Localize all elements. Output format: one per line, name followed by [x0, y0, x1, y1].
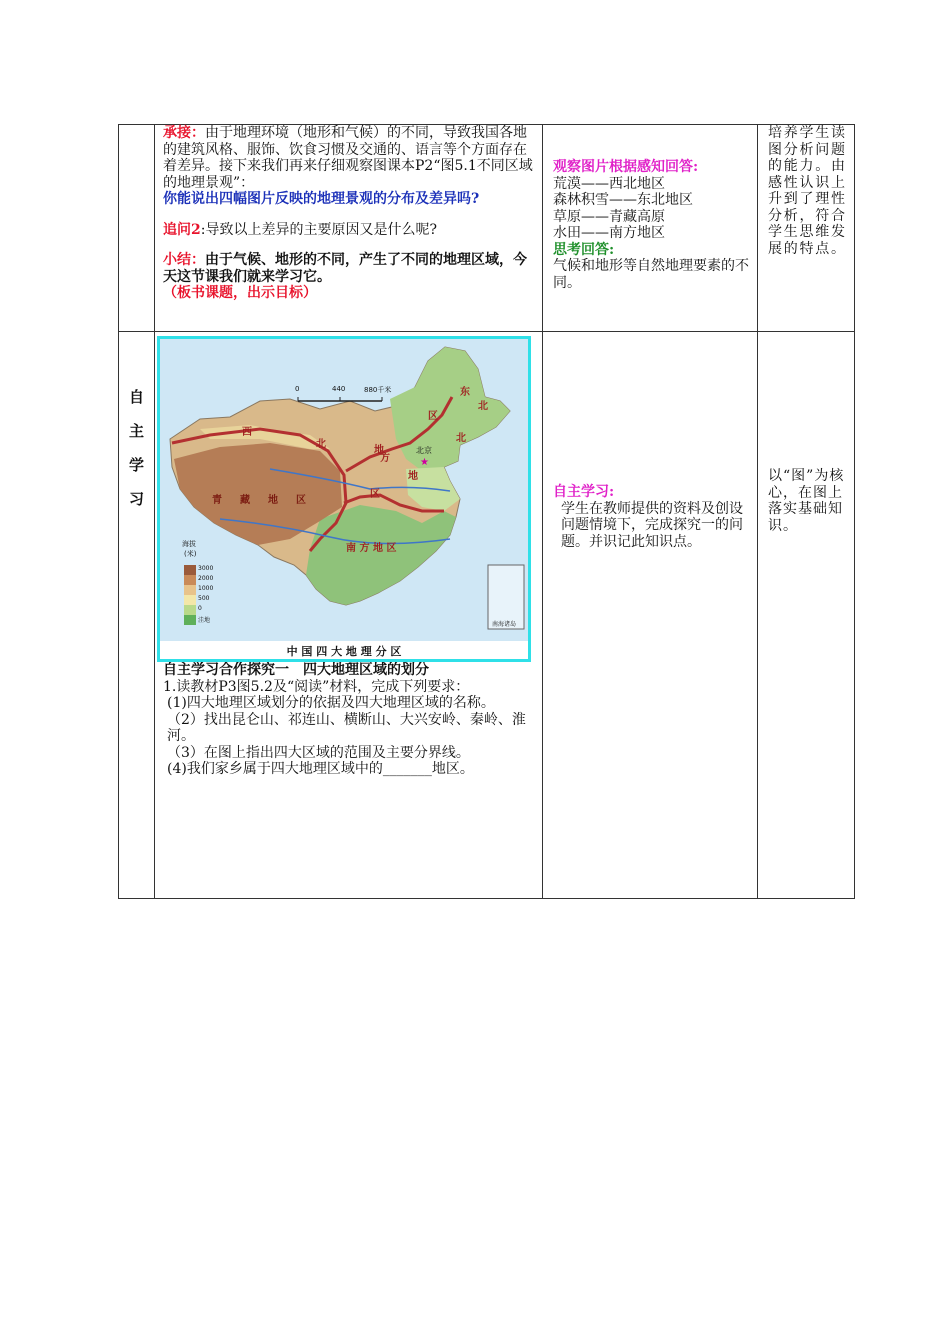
legend-level: 3000: [198, 565, 214, 572]
answer-item: 荒漠——西北地区: [553, 175, 665, 192]
south-sea-label: 南海诸岛: [492, 621, 517, 628]
inquiry-heading: 自主学习合作探究一 四大地理区域的划分: [163, 662, 429, 678]
region-label-northeast: 北: [478, 401, 488, 412]
region-label-qinghai-tibet: 区: [296, 495, 306, 506]
row2-intent-cell: [758, 332, 855, 899]
legend-unit: (米): [184, 550, 197, 558]
think-text: 气候和地形等自然地理要素的不同。: [553, 258, 749, 291]
scale-tick: 880千米: [364, 386, 392, 394]
answer-item: 水田——南方地区: [553, 225, 665, 241]
legend-level: 1000: [198, 585, 214, 592]
region-label-south: 南 方 地 区: [346, 543, 397, 554]
lesson-plan-table: [118, 124, 855, 899]
region-label-north: 区: [370, 489, 380, 500]
row2-student-cell: [543, 332, 758, 899]
region-label-northeast: 东: [460, 387, 470, 398]
intent-text: 培养学生读图分析问题的能力。由感性认识上升到了理性分析，符合学生思维发展的特点。: [768, 125, 846, 257]
row2-stage-cell: [119, 332, 155, 899]
followup-paragraph: [163, 222, 536, 239]
summary-paragraph: [163, 252, 536, 285]
question-text: 你能说出四幅图片反映的地理景观的分布及差异吗?: [163, 191, 480, 207]
beijing-label: 北京: [416, 446, 432, 455]
inquiry-item: （2）找出昆仑山、祁连山、横断山、大兴安岭、秦岭、淮河。: [167, 711, 526, 744]
row1-teacher-cell: [155, 125, 543, 332]
legend-title: 海拔: [182, 540, 196, 548]
followup-label: 追问2: [163, 221, 201, 238]
scale-tick: 440: [332, 385, 346, 393]
region-label-north: 北: [456, 433, 466, 444]
region-label-north: 方: [380, 453, 390, 464]
legend-level: 500: [198, 595, 210, 602]
summary-label: 小结：: [163, 252, 205, 268]
intent-text: 以“图”为核心，在图上落实基础知识。: [768, 468, 845, 534]
inquiry-item: (4)我们家乡属于四大地理区域中的_______地区。: [167, 761, 474, 777]
inquiry-item: （3）在图上指出四大区域的范围及主要分界线。: [167, 744, 470, 761]
row-self-study: [119, 332, 855, 899]
stage-char: 自: [128, 388, 144, 406]
row2-teacher-cell: [155, 332, 543, 899]
intro-paragraph: [163, 125, 536, 191]
region-label-northwest: 地: [374, 445, 384, 456]
answer-item: 草原——青藏高原: [553, 208, 665, 225]
region-label-qinghai-tibet: 地: [268, 495, 278, 506]
region-label-northwest: 西: [242, 427, 252, 438]
legend-level: 0: [198, 605, 202, 612]
row1-stage-cell: [119, 125, 155, 332]
map-title: 中 国 四 大 地 理 分 区: [286, 645, 402, 658]
stage-label: [119, 332, 154, 516]
row1-intent-cell: [758, 125, 855, 332]
intro-text: 由于地理环境（地形和气候）的不同，导致我国各地的建筑风格、服饰、饮食习惯及交通的、语言等个方面存在着差异。接下来我们再来仔细观察图课本P2“图5.1不同区域的地理景观”：: [163, 125, 533, 191]
region-label-north: 地: [408, 471, 418, 482]
think-label: 思考回答:: [553, 241, 615, 258]
row-transition: [119, 125, 855, 332]
summary-text: 由于气候、地形的不同，产生了不同的地理区域，今天这节课我们就来学习它。: [163, 252, 527, 285]
legend-level: 2000: [198, 575, 214, 582]
self-study-label: 自主学习:: [553, 484, 615, 500]
legend-level: 洼地: [198, 617, 211, 624]
scale-tick: 0: [295, 385, 300, 393]
region-label-qinghai-tibet: 青: [212, 495, 222, 506]
observe-label: 观察图片根据感知回答:: [553, 159, 699, 175]
intro-label: 承接：: [163, 125, 205, 141]
svg-text:★: ★: [420, 457, 429, 468]
followup-text: :导致以上差异的主要原因又是什么呢?: [200, 221, 437, 238]
self-study-text: 学生在教师提供的资料及创设问题情境下，完成探究一的问题。并识记此知识点。: [561, 500, 743, 550]
row1-student-cell: [543, 125, 758, 332]
region-label-qinghai-tibet: 藏: [240, 495, 250, 506]
stage-char: 习: [128, 490, 144, 508]
inquiry-item: (1)四大地理区域划分的依据及四大地理区域的名称。: [167, 695, 495, 711]
board-note: （板书课题，出示目标）: [163, 285, 317, 301]
region-label-northwest: 区: [428, 411, 438, 422]
answer-item: 森林积雪——东北地区: [553, 192, 693, 208]
stage-char: 主: [128, 422, 144, 440]
inquiry-intro: 1.读教材P3图5.2及“阅读”材料，完成下列要求：: [163, 678, 470, 695]
region-label-northwest: 北: [316, 439, 326, 450]
china-regions-map: [157, 336, 531, 662]
stage-char: 学: [128, 456, 144, 474]
